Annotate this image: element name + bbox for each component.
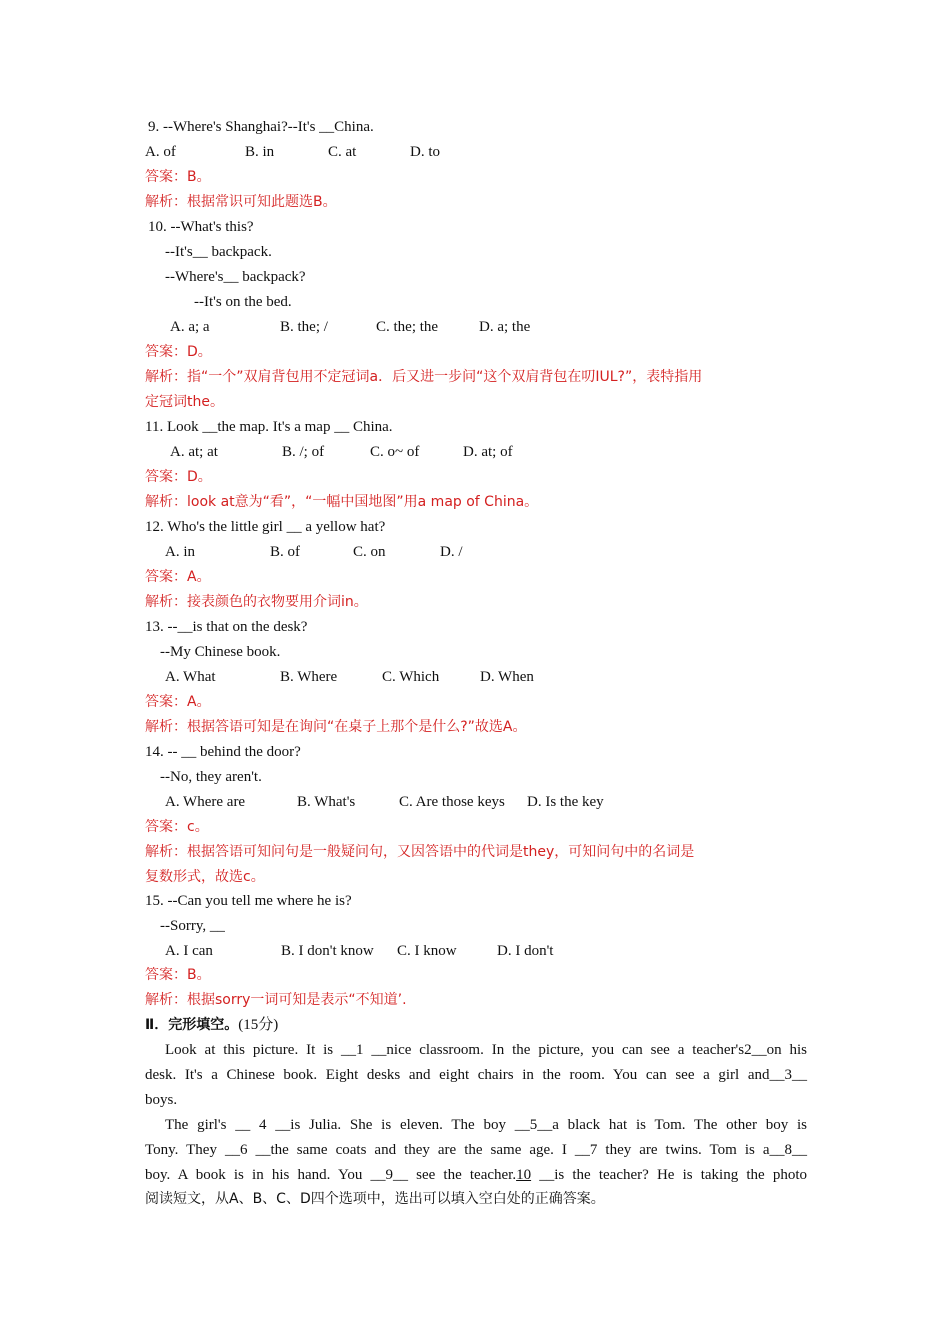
q10-line-1: --It's__ backpack. (165, 244, 272, 260)
q9-answer: 答案：B。 (145, 169, 211, 185)
q11-option-c: C. o~ of (370, 444, 420, 460)
q14-analysis-line-1: 解析：根据答语可知问句是一般疑问句，又因答语中的代词是they，可知问句中的名词是 (145, 844, 695, 860)
q15-option-a: A. I can (165, 943, 213, 959)
q13-answer: 答案：A。 (145, 694, 211, 710)
passage-p2-line-3-start: boy. A book is in his hand. You __9__ see the teacher. (145, 1167, 517, 1183)
passage-p2-line-3-end: __is the teacher? He is taking the photo (531, 1167, 808, 1183)
q13-line: --My Chinese book. (160, 644, 281, 660)
q10-options (145, 315, 807, 340)
q10-option-d: D. a; the (479, 319, 531, 335)
q9-option-c: C. at (328, 144, 357, 160)
q9-option-a: A. of (145, 144, 176, 160)
passage-p1-line-3: boys. (145, 1092, 178, 1108)
q12-option-c: C. on (353, 544, 386, 560)
q10-analysis-line-2: 定冠词the。 (145, 394, 224, 410)
q9-analysis: 解析：根据常识可知此题选B。 (145, 194, 337, 210)
q12-answer: 答案：A。 (145, 569, 211, 585)
cloze-instruction: 阅读短文，从A、B、C、D四个选项中，选出可以填入空白处的正确答案。 (145, 1191, 605, 1207)
q14-option-c: C. Are those keys (399, 794, 505, 810)
q15-options (145, 939, 807, 964)
q10-analysis-line-1: 解析：指“一个”双肩背包用不定冠词a．后又进一步问“这个双肩背包在叨IUL?”，表特指用 (145, 369, 703, 385)
q15-option-d: D. I don't (497, 943, 554, 959)
q11-options (145, 440, 807, 465)
q10-line-2: --Where's__ backpack? (165, 269, 306, 285)
q14-answer: 答案：c。 (145, 819, 209, 835)
q12-option-d: D. / (440, 544, 463, 560)
q15-option-b: B. I don't know (281, 943, 374, 959)
q15-line: --Sorry, __ (160, 918, 225, 934)
q10-option-a: A. a; a (170, 319, 210, 335)
q14-option-d: D. Is the key (527, 794, 604, 810)
q12-analysis: 解析：接表颜色的衣物要用介词in。 (145, 594, 368, 610)
q13-stem: 13. --__is that on the desk? (145, 619, 308, 635)
q11-stem: 11. Look __the map. It's a map __ China. (145, 419, 393, 435)
q9-option-b: B. in (245, 144, 275, 160)
q12-stem: 12. Who's the little girl __ a yellow hat? (145, 519, 386, 535)
q14-stem: 14. -- __ behind the door? (145, 744, 301, 760)
q15-stem: 15. --Can you tell me where he is? (145, 893, 352, 909)
blank-10-number: 10 (516, 1167, 532, 1183)
q10-answer: 答案：D。 (145, 344, 212, 360)
q11-option-a: A. at; at (170, 444, 218, 460)
q10-option-b: B. the; / (280, 319, 328, 335)
q13-options (145, 665, 807, 690)
q15-option-c: C. I know (397, 943, 457, 959)
q10-option-c: C. the; the (376, 319, 439, 335)
q11-answer: 答案：D。 (145, 469, 212, 485)
q12-options (145, 540, 807, 565)
q15-answer: 答案：B。 (145, 967, 211, 983)
q11-option-b: B. /; of (282, 444, 325, 460)
q14-option-a: A. Where are (165, 794, 246, 810)
q10-line-3: --It's on the bed. (194, 294, 292, 310)
section-2-number: Ⅱ． (145, 1017, 169, 1033)
q11-analysis: 解析：look at意为“看”，“一幅中国地图”用a map of China。 (145, 494, 539, 510)
q14-option-b: B. What's (297, 794, 356, 810)
q13-analysis: 解析：根据答语可知是在询问“在桌子上那个是什么?”故选A。 (145, 719, 527, 735)
q12-option-a: A. in (165, 544, 195, 560)
q12-option-b: B. of (270, 544, 300, 560)
q14-analysis-line-2: 复数形式，故选c。 (145, 869, 265, 885)
q9-option-d: D. to (410, 144, 440, 160)
section-2-heading (145, 1013, 807, 1038)
q13-option-b: B. Where (280, 669, 338, 685)
q14-options (145, 790, 807, 815)
q9-stem: 9. --Where's Shanghai?--It's __China. (148, 119, 374, 135)
q14-line: --No, they aren't. (160, 769, 262, 785)
passage-p2-line-1: The girl's __ 4 __is Julia. She is eleven. The boy __5__a black hat is Tom. The other boy is (165, 1117, 807, 1133)
q11-option-d: D. at; of (463, 444, 513, 460)
passage-p1-line-2: desk. It's a Chinese book. Eight desks and eight chairs in the room. You can see a girl and__3__ (145, 1067, 807, 1083)
passage-p1-line-1: Look at this picture. It is __1 __nice classroom. In the picture, you can see a teacher's2__on his (165, 1042, 807, 1058)
q13-option-c: C. Which (382, 669, 440, 685)
passage-p2-line-2: Tony. They __6 __the same coats and they are the same age. I __7 they are twins. Tom is a__8__ (145, 1142, 807, 1158)
q9-options (145, 140, 807, 165)
q15-analysis: 解析：根据sorry一词可知是表示“不知道’. (145, 992, 407, 1008)
q10-stem: 10. --What's this? (148, 219, 254, 235)
section-2-title: 完形填空。 (168, 1017, 239, 1033)
section-2-points: (15分) (238, 1017, 279, 1033)
q13-option-a: A. What (165, 669, 216, 685)
passage-p2-line-3 (145, 1163, 807, 1188)
q13-option-d: D. When (480, 669, 534, 685)
